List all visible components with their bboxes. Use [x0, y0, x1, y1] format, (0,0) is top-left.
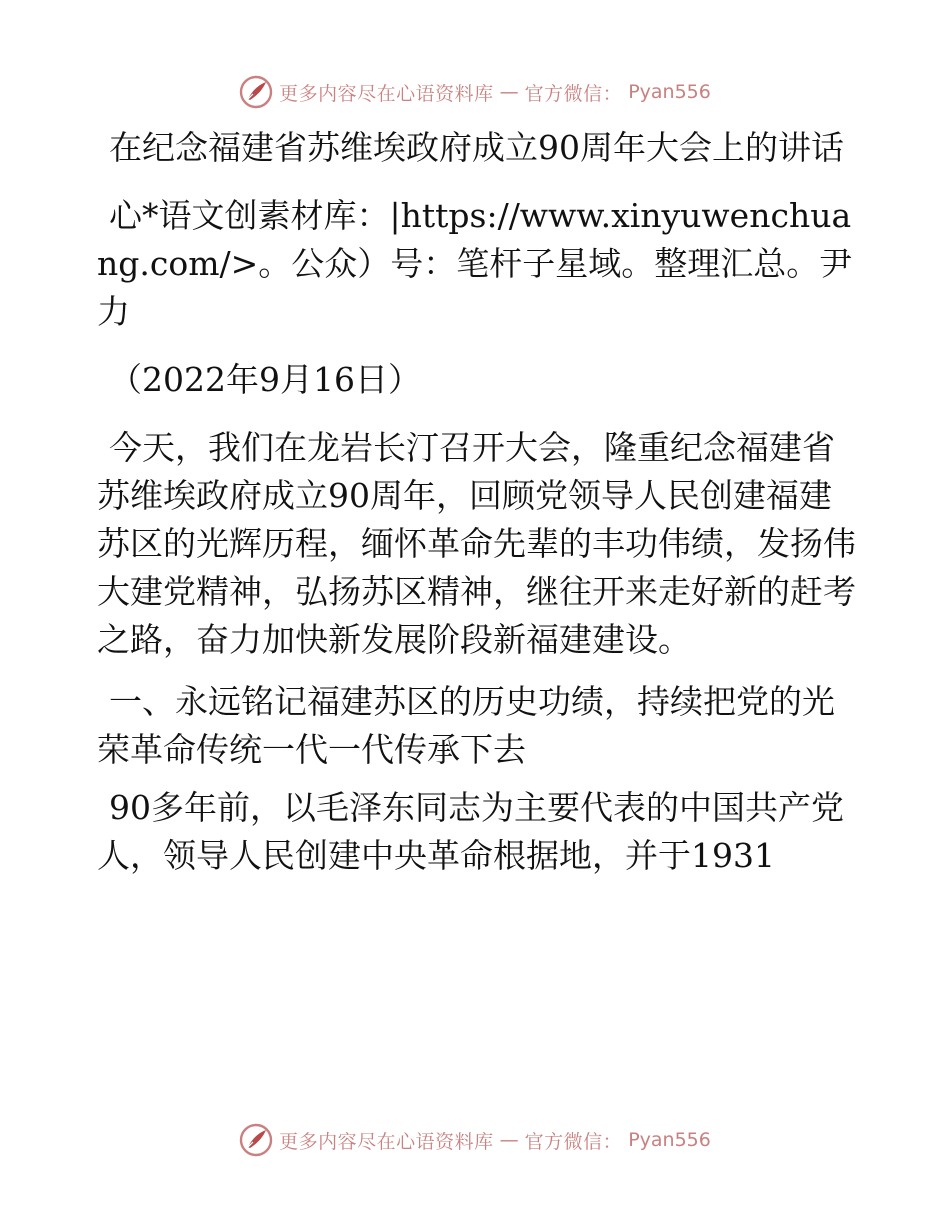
paragraph-1: 今天，我们在龙岩长汀召开大会，隆重纪念福建省苏维埃政府成立90周年，回顾党领导人民创建福建苏区的光辉历程，缅怀革命先辈的丰功伟绩，发扬伟大建党精神，弘扬苏区精神，继往开来走好新的赶考之路，奋力加快新发展阶段新福建建设。 — [97, 428, 856, 659]
document-date: （2022年9月16日） — [109, 360, 421, 399]
section-heading-1: 一、永远铭记福建苏区的历史功绩，持续把党的光荣革命传统一代一代传承下去 — [97, 682, 835, 769]
watermark-dash: — — [499, 81, 519, 103]
watermark-wechat-label: 官方微信： — [524, 1130, 623, 1153]
document-source: 心*语文创素材库：|https://www.xinyuwenchuang.com/>。公众）号：笔杆子星域。整理汇总。尹 力 — [97, 196, 853, 331]
quill-logo-icon — [239, 1123, 273, 1157]
watermark-site-text: 更多内容尽在心语资料库 — [279, 1130, 494, 1153]
watermark-wechat-label: 官方微信： — [524, 82, 623, 105]
quill-logo-icon — [239, 75, 273, 109]
watermark-site-text: 更多内容尽在心语资料库 — [279, 82, 494, 105]
document-body — [97, 124, 857, 890]
footer-watermark — [0, 1120, 950, 1160]
watermark-dash: — — [499, 1129, 519, 1151]
paragraph-2: 90多年前，以毛泽东同志为主要代表的中国共产党人，领导人民创建中央革命根据地，并于1931 — [97, 788, 844, 875]
document-title: 在纪念福建省苏维埃政府成立90周年大会上的讲话 — [109, 128, 844, 167]
watermark-wechat-id: Pyan556 — [628, 81, 711, 103]
header-watermark — [0, 72, 950, 112]
watermark-wechat-id: Pyan556 — [628, 1129, 711, 1151]
